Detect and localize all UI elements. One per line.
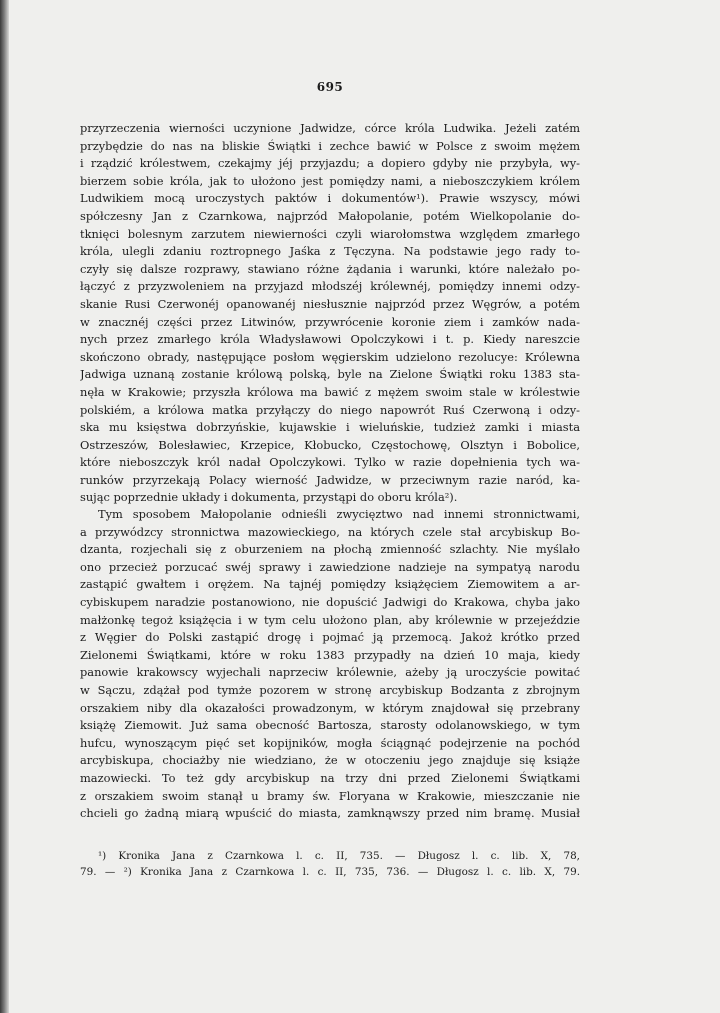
- text-line: przyrzeczenia wierności uczynione Jadwidze, córce króla Ludwika. Jeżeli zatém: [80, 121, 580, 135]
- text-line: orszakiem niby dla okazałości prowadzonym, w którym znajdował się przebrany: [80, 700, 580, 715]
- text-line: i rządzić królestwem, czekajmy jéj przyjazdu; a dopiero gdyby nie przybyła, wy-: [80, 156, 580, 171]
- text-line: spółczesny Jan z Czarnkowa, najprzód Małopolanie, potém Wielkopolanie do-: [80, 208, 580, 223]
- text-line: cybiskupem naradzie postanowiono, nie dopuścić Jadwigi do Krakowa, chyba jako: [80, 594, 580, 609]
- footnotes: [80, 848, 580, 880]
- text-line: nęła w Krakowie; przyszła królowa ma bawić z mężem swoim stale w królestwie: [80, 384, 580, 399]
- text-line: ska mu księstwa dobrzyńskie, kujawskie i wieluńskie, tudzież zamki i miasta: [80, 420, 580, 435]
- text-line: sując poprzednie układy i dokumenta, przystąpi do oboru króla²).: [80, 490, 458, 505]
- book-binding-shadow: [0, 0, 9, 1013]
- text-line: chcieli go żadną miarą wpuścić do miasta, zamknąwszy przed nim bramę. Musiał: [80, 806, 580, 821]
- text-line: z Węgier do Polski zastąpić drogę i pojmać ją przemocą. Jakoż krótko przed: [80, 630, 580, 645]
- text-line: ono przecież porzucać swéj sprawy i zawiedzione nadzieje na sympatyą narodu: [80, 559, 580, 574]
- text-line: skończono obrady, następujące posłom węgierskim udzielono rezolucye: Królewna: [80, 349, 580, 364]
- paragraph-1: [80, 120, 580, 507]
- text-line: skanie Rusi Czerwonéj opanowanéj niesłusznie najprzód przez Węgrów, a potém: [80, 296, 580, 311]
- text-line: nych przez zmarłego króla Władysławowi Opolczykowi i t. p. Kiedy nareszcie: [80, 332, 580, 347]
- text-line: hufcu, wynoszącym pięć set kopijników, mogła ściągnąć podejrzenie na pochód: [80, 735, 580, 750]
- text-line: panowie krakowscy wyjechali naprzeciw królewnie, ażeby ją uroczyście powitać: [80, 665, 580, 680]
- text-line: arcybiskupa, chociażby nie wiedziano, że w otoczeniu jego znajduje się książe: [80, 753, 580, 768]
- text-line: z orszakiem swoim stanął u bramy św. Floryana w Krakowie, mieszczanie nie: [80, 788, 580, 803]
- footnote-line: ¹) Kronika Jana z Czarnkowa l. c. II, 735. — Długosz l. c. lib. X, 78,: [98, 850, 580, 862]
- page-number: 695: [316, 80, 344, 94]
- text-line: runków przyrzekają Polacy wierność Jadwidze, w przeciwnym razie naród, ka-: [80, 472, 580, 487]
- text-line: polskiém, a królowa matka przyłączy do niego napowrót Ruś Czerwoną i odzy-: [80, 402, 580, 417]
- text-line: w znacznéj części przez Litwinów, przywrócenie koronie ziem i zamków nada-: [80, 314, 580, 329]
- text-line: przybędzie do nas na bliskie Świątki i zechce bawić w Polsce z swoim mężem: [80, 138, 580, 153]
- text-line: króla, ulegli zdaniu roztropnego Jaśka z Tęczyna. Na podstawie jego rady to-: [80, 244, 580, 259]
- text-line: bierzem sobie króla, jak to ułożono jest pomiędzy nami, a nieboszczykiem królem: [80, 173, 580, 188]
- text-line: dzanta, rozjechali się z oburzeniem na płochą zmienność szlachty. Nie myślało: [80, 542, 580, 557]
- footnote-line: 79. — ²) Kronika Jana z Czarnkowa l. c. II, 735, 736. — Długosz l. c. lib. X, 79.: [80, 866, 580, 878]
- text-line: Jadwiga uznaną zostanie królową polską, byle na Zielone Świątki roku 1383 sta-: [80, 367, 580, 382]
- text-line: mazowiecki. To też gdy arcybiskup na trzy dni przed Zielonemi Świątkami: [80, 770, 580, 785]
- text-line: książę Ziemowit. Już sama obecność Bartosza, starosty odolanowskiego, w tym: [80, 718, 580, 733]
- text-line: Tym sposobem Małopolanie odnieśli zwycięztwo nad innemi stronnictwami,: [98, 507, 580, 521]
- text-line: Zielonemi Świątkami, które w roku 1383 przypadły na dzień 10 maja, kiedy: [80, 647, 580, 662]
- text-line: które nieboszczyk król nadał Opolczykowi. Tylko w razie dopełnienia tych wa-: [80, 455, 580, 470]
- text-line: Ostrzeszów, Bolesławiec, Krzepice, Kłobucko, Częstochowę, Olsztyn i Bobolice,: [80, 437, 580, 452]
- text-line: w Sączu, zdążał pod tymże pozorem w stronę arcybiskup Bodzanta z zbrojnym: [80, 682, 580, 697]
- text-line: tknięci bolesnym zarzutem niewierności czyli wiarołomstwa względem zmarłego: [80, 226, 580, 241]
- text-line: łączyć z przyzwoleniem na przyjazd młodszéj królewnéj, pomiędzy innemi odzy-: [80, 279, 580, 294]
- text-line: Ludwikiem mocą uroczystych paktów i dokumentów¹). Prawie wszyscy, mówi: [80, 191, 580, 206]
- text-line: czyły się dalsze rozprawy, stawiano różne żądania i warunki, które należało po-: [80, 261, 580, 276]
- text-line: zastąpić gwałtem i orężem. Na tajnéj pomiędzy książęciem Ziemowitem a ar-: [80, 577, 580, 592]
- text-line: małżonkę tegoż książęcia i w tym celu ułożono plan, aby królewnie w przejeździe: [80, 612, 580, 627]
- paragraph-2: [80, 506, 580, 823]
- text-line: a przywódzcy stronnictwa mazowieckiego, na których czele stał arcybiskup Bo-: [80, 524, 580, 539]
